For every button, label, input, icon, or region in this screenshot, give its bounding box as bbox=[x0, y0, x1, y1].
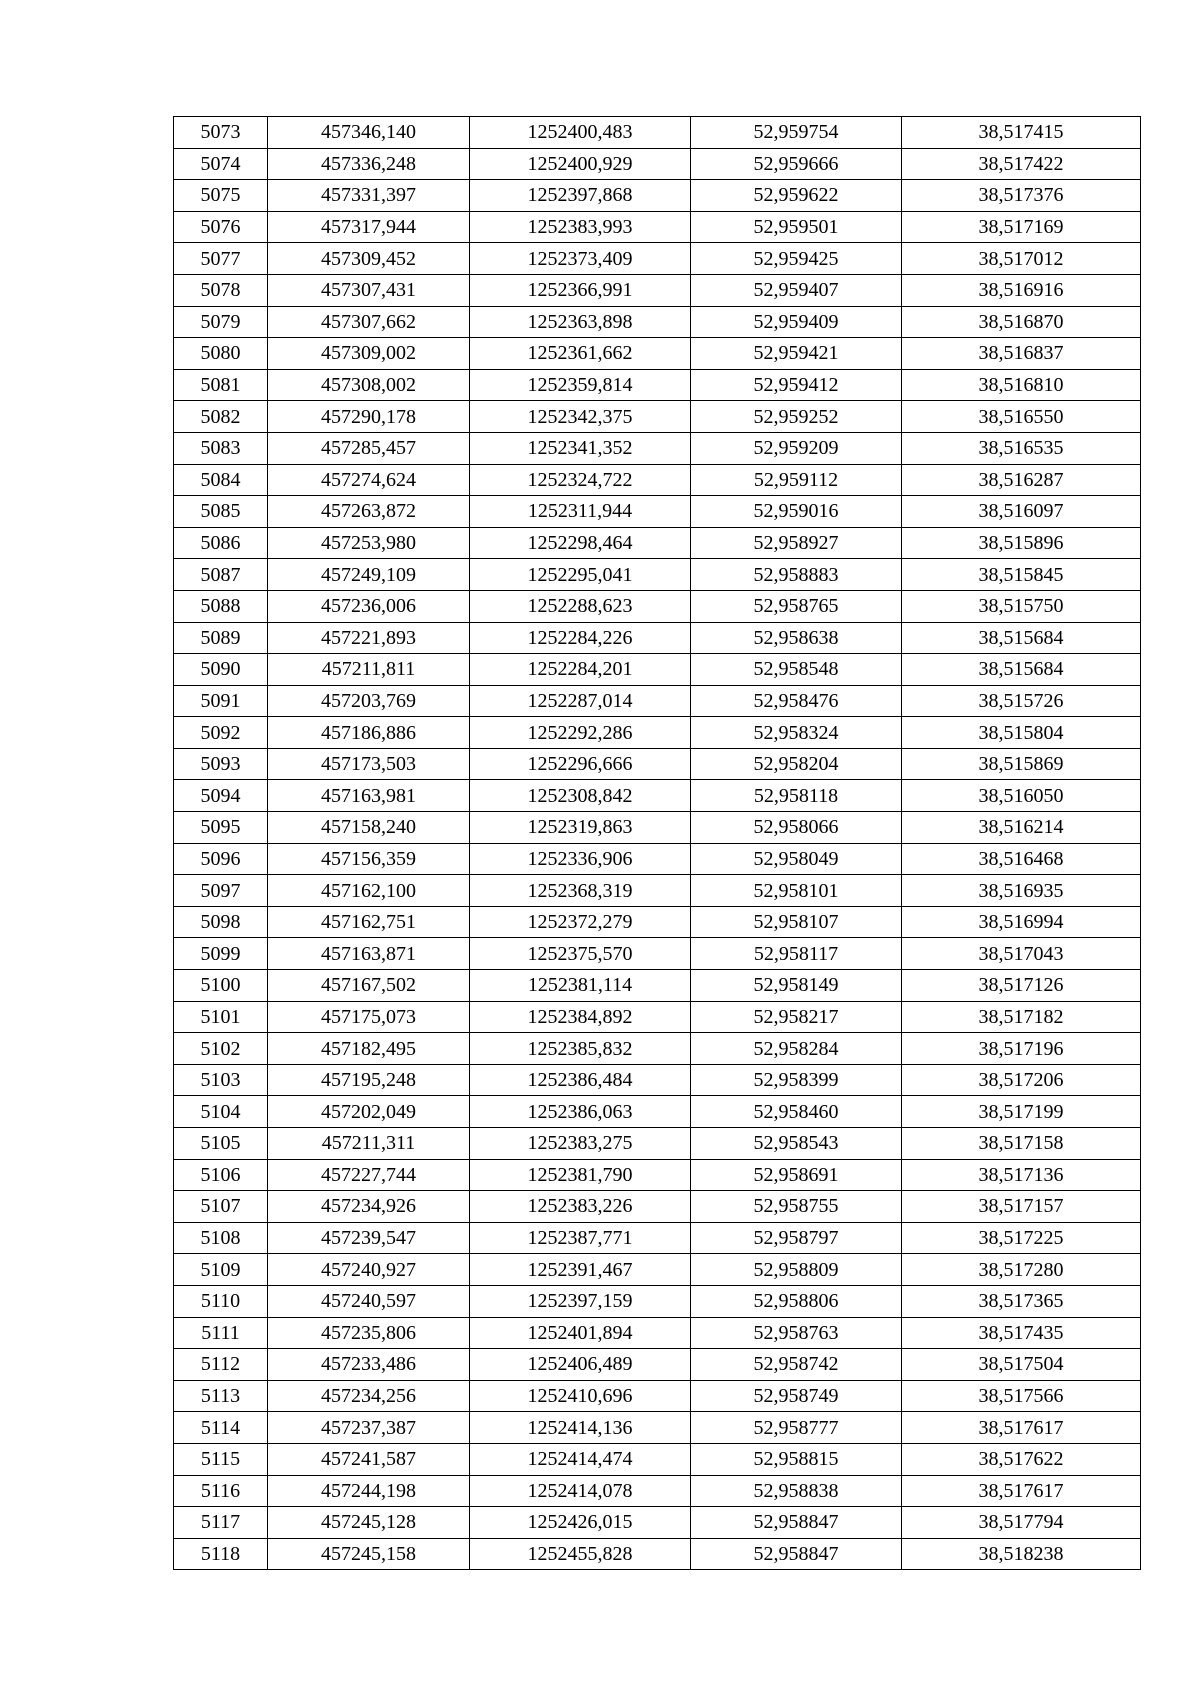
latitude-cell: 52,959209 bbox=[691, 432, 902, 464]
longitude-cell: 38,517617 bbox=[902, 1412, 1141, 1444]
latitude-cell: 52,959407 bbox=[691, 274, 902, 306]
table-row bbox=[174, 1507, 1141, 1539]
x-coordinate-cell: 457186,886 bbox=[268, 717, 470, 749]
latitude-cell: 52,958755 bbox=[691, 1191, 902, 1223]
coordinates-table-body bbox=[174, 117, 1141, 1570]
latitude-cell: 52,958749 bbox=[691, 1380, 902, 1412]
y-coordinate-cell: 1252384,892 bbox=[470, 1001, 691, 1033]
table-row bbox=[174, 180, 1141, 212]
longitude-cell: 38,516810 bbox=[902, 369, 1141, 401]
x-coordinate-cell: 457162,751 bbox=[268, 906, 470, 938]
longitude-cell: 38,517435 bbox=[902, 1317, 1141, 1349]
y-coordinate-cell: 1252383,275 bbox=[470, 1128, 691, 1160]
y-coordinate-cell: 1252372,279 bbox=[470, 906, 691, 938]
point-id-cell: 5117 bbox=[174, 1507, 268, 1539]
point-id-cell: 5105 bbox=[174, 1128, 268, 1160]
longitude-cell: 38,515684 bbox=[902, 622, 1141, 654]
point-id-cell: 5101 bbox=[174, 1001, 268, 1033]
point-id-cell: 5114 bbox=[174, 1412, 268, 1444]
y-coordinate-cell: 1252383,993 bbox=[470, 211, 691, 243]
latitude-cell: 52,958847 bbox=[691, 1538, 902, 1570]
x-coordinate-cell: 457331,397 bbox=[268, 180, 470, 212]
latitude-cell: 52,958476 bbox=[691, 685, 902, 717]
longitude-cell: 38,517157 bbox=[902, 1191, 1141, 1223]
x-coordinate-cell: 457285,457 bbox=[268, 432, 470, 464]
point-id-cell: 5090 bbox=[174, 654, 268, 686]
x-coordinate-cell: 457253,980 bbox=[268, 527, 470, 559]
point-id-cell: 5109 bbox=[174, 1254, 268, 1286]
longitude-cell: 38,516837 bbox=[902, 338, 1141, 370]
point-id-cell: 5097 bbox=[174, 875, 268, 907]
x-coordinate-cell: 457236,006 bbox=[268, 590, 470, 622]
table-row bbox=[174, 401, 1141, 433]
x-coordinate-cell: 457221,893 bbox=[268, 622, 470, 654]
y-coordinate-cell: 1252383,226 bbox=[470, 1191, 691, 1223]
y-coordinate-cell: 1252397,159 bbox=[470, 1285, 691, 1317]
latitude-cell: 52,958399 bbox=[691, 1064, 902, 1096]
longitude-cell: 38,516214 bbox=[902, 812, 1141, 844]
y-coordinate-cell: 1252308,842 bbox=[470, 780, 691, 812]
latitude-cell: 52,959501 bbox=[691, 211, 902, 243]
y-coordinate-cell: 1252311,944 bbox=[470, 496, 691, 528]
point-id-cell: 5113 bbox=[174, 1380, 268, 1412]
latitude-cell: 52,958765 bbox=[691, 590, 902, 622]
latitude-cell: 52,958777 bbox=[691, 1412, 902, 1444]
y-coordinate-cell: 1252341,352 bbox=[470, 432, 691, 464]
point-id-cell: 5092 bbox=[174, 717, 268, 749]
point-id-cell: 5100 bbox=[174, 970, 268, 1002]
x-coordinate-cell: 457336,248 bbox=[268, 148, 470, 180]
longitude-cell: 38,517622 bbox=[902, 1443, 1141, 1475]
x-coordinate-cell: 457308,002 bbox=[268, 369, 470, 401]
table-row bbox=[174, 938, 1141, 970]
longitude-cell: 38,516870 bbox=[902, 306, 1141, 338]
table-row bbox=[174, 1222, 1141, 1254]
longitude-cell: 38,516097 bbox=[902, 496, 1141, 528]
point-id-cell: 5102 bbox=[174, 1033, 268, 1065]
y-coordinate-cell: 1252359,814 bbox=[470, 369, 691, 401]
longitude-cell: 38,517206 bbox=[902, 1064, 1141, 1096]
point-id-cell: 5086 bbox=[174, 527, 268, 559]
table-row bbox=[174, 843, 1141, 875]
y-coordinate-cell: 1252368,319 bbox=[470, 875, 691, 907]
point-id-cell: 5088 bbox=[174, 590, 268, 622]
longitude-cell: 38,516916 bbox=[902, 274, 1141, 306]
y-coordinate-cell: 1252363,898 bbox=[470, 306, 691, 338]
y-coordinate-cell: 1252295,041 bbox=[470, 559, 691, 591]
longitude-cell: 38,517376 bbox=[902, 180, 1141, 212]
latitude-cell: 52,958797 bbox=[691, 1222, 902, 1254]
point-id-cell: 5082 bbox=[174, 401, 268, 433]
latitude-cell: 52,959112 bbox=[691, 464, 902, 496]
x-coordinate-cell: 457173,503 bbox=[268, 748, 470, 780]
y-coordinate-cell: 1252414,474 bbox=[470, 1443, 691, 1475]
table-row bbox=[174, 1380, 1141, 1412]
x-coordinate-cell: 457240,597 bbox=[268, 1285, 470, 1317]
longitude-cell: 38,517136 bbox=[902, 1159, 1141, 1191]
x-coordinate-cell: 457158,240 bbox=[268, 812, 470, 844]
longitude-cell: 38,517182 bbox=[902, 1001, 1141, 1033]
y-coordinate-cell: 1252288,623 bbox=[470, 590, 691, 622]
x-coordinate-cell: 457309,002 bbox=[268, 338, 470, 370]
longitude-cell: 38,518238 bbox=[902, 1538, 1141, 1570]
longitude-cell: 38,517280 bbox=[902, 1254, 1141, 1286]
longitude-cell: 38,516994 bbox=[902, 906, 1141, 938]
point-id-cell: 5094 bbox=[174, 780, 268, 812]
point-id-cell: 5080 bbox=[174, 338, 268, 370]
table-row bbox=[174, 906, 1141, 938]
latitude-cell: 52,958217 bbox=[691, 1001, 902, 1033]
x-coordinate-cell: 457317,944 bbox=[268, 211, 470, 243]
point-id-cell: 5111 bbox=[174, 1317, 268, 1349]
longitude-cell: 38,515804 bbox=[902, 717, 1141, 749]
y-coordinate-cell: 1252342,375 bbox=[470, 401, 691, 433]
longitude-cell: 38,517199 bbox=[902, 1096, 1141, 1128]
y-coordinate-cell: 1252391,467 bbox=[470, 1254, 691, 1286]
longitude-cell: 38,515750 bbox=[902, 590, 1141, 622]
x-coordinate-cell: 457245,128 bbox=[268, 1507, 470, 1539]
y-coordinate-cell: 1252414,078 bbox=[470, 1475, 691, 1507]
latitude-cell: 52,959754 bbox=[691, 117, 902, 149]
point-id-cell: 5084 bbox=[174, 464, 268, 496]
table-row bbox=[174, 274, 1141, 306]
longitude-cell: 38,517617 bbox=[902, 1475, 1141, 1507]
longitude-cell: 38,515845 bbox=[902, 559, 1141, 591]
y-coordinate-cell: 1252410,696 bbox=[470, 1380, 691, 1412]
table-row bbox=[174, 654, 1141, 686]
longitude-cell: 38,517169 bbox=[902, 211, 1141, 243]
point-id-cell: 5110 bbox=[174, 1285, 268, 1317]
latitude-cell: 52,958117 bbox=[691, 938, 902, 970]
point-id-cell: 5112 bbox=[174, 1349, 268, 1381]
longitude-cell: 38,517566 bbox=[902, 1380, 1141, 1412]
y-coordinate-cell: 1252385,832 bbox=[470, 1033, 691, 1065]
longitude-cell: 38,516050 bbox=[902, 780, 1141, 812]
y-coordinate-cell: 1252386,063 bbox=[470, 1096, 691, 1128]
longitude-cell: 38,517196 bbox=[902, 1033, 1141, 1065]
latitude-cell: 52,958284 bbox=[691, 1033, 902, 1065]
longitude-cell: 38,517158 bbox=[902, 1128, 1141, 1160]
latitude-cell: 52,959252 bbox=[691, 401, 902, 433]
longitude-cell: 38,517415 bbox=[902, 117, 1141, 149]
longitude-cell: 38,517225 bbox=[902, 1222, 1141, 1254]
table-row bbox=[174, 1096, 1141, 1128]
table-row bbox=[174, 970, 1141, 1002]
point-id-cell: 5118 bbox=[174, 1538, 268, 1570]
y-coordinate-cell: 1252284,201 bbox=[470, 654, 691, 686]
table-row bbox=[174, 338, 1141, 370]
latitude-cell: 52,958204 bbox=[691, 748, 902, 780]
point-id-cell: 5079 bbox=[174, 306, 268, 338]
point-id-cell: 5085 bbox=[174, 496, 268, 528]
longitude-cell: 38,516287 bbox=[902, 464, 1141, 496]
longitude-cell: 38,515684 bbox=[902, 654, 1141, 686]
longitude-cell: 38,516550 bbox=[902, 401, 1141, 433]
table-row bbox=[174, 1475, 1141, 1507]
latitude-cell: 52,959412 bbox=[691, 369, 902, 401]
y-coordinate-cell: 1252400,929 bbox=[470, 148, 691, 180]
latitude-cell: 52,959016 bbox=[691, 496, 902, 528]
latitude-cell: 52,958460 bbox=[691, 1096, 902, 1128]
longitude-cell: 38,517794 bbox=[902, 1507, 1141, 1539]
y-coordinate-cell: 1252426,015 bbox=[470, 1507, 691, 1539]
table-row bbox=[174, 117, 1141, 149]
longitude-cell: 38,517365 bbox=[902, 1285, 1141, 1317]
longitude-cell: 38,517422 bbox=[902, 148, 1141, 180]
y-coordinate-cell: 1252324,722 bbox=[470, 464, 691, 496]
table-row bbox=[174, 685, 1141, 717]
longitude-cell: 38,517504 bbox=[902, 1349, 1141, 1381]
table-row bbox=[174, 1128, 1141, 1160]
latitude-cell: 52,959409 bbox=[691, 306, 902, 338]
latitude-cell: 52,958883 bbox=[691, 559, 902, 591]
table-row bbox=[174, 211, 1141, 243]
latitude-cell: 52,958118 bbox=[691, 780, 902, 812]
table-row bbox=[174, 369, 1141, 401]
table-row bbox=[174, 1317, 1141, 1349]
point-id-cell: 5093 bbox=[174, 748, 268, 780]
x-coordinate-cell: 457195,248 bbox=[268, 1064, 470, 1096]
latitude-cell: 52,958838 bbox=[691, 1475, 902, 1507]
x-coordinate-cell: 457162,100 bbox=[268, 875, 470, 907]
table-row bbox=[174, 243, 1141, 275]
table-row bbox=[174, 590, 1141, 622]
x-coordinate-cell: 457235,806 bbox=[268, 1317, 470, 1349]
y-coordinate-cell: 1252414,136 bbox=[470, 1412, 691, 1444]
y-coordinate-cell: 1252296,666 bbox=[470, 748, 691, 780]
x-coordinate-cell: 457237,387 bbox=[268, 1412, 470, 1444]
x-coordinate-cell: 457249,109 bbox=[268, 559, 470, 591]
latitude-cell: 52,958149 bbox=[691, 970, 902, 1002]
point-id-cell: 5104 bbox=[174, 1096, 268, 1128]
table-row bbox=[174, 559, 1141, 591]
latitude-cell: 52,958742 bbox=[691, 1349, 902, 1381]
x-coordinate-cell: 457307,431 bbox=[268, 274, 470, 306]
x-coordinate-cell: 457307,662 bbox=[268, 306, 470, 338]
y-coordinate-cell: 1252298,464 bbox=[470, 527, 691, 559]
point-id-cell: 5106 bbox=[174, 1159, 268, 1191]
latitude-cell: 52,959425 bbox=[691, 243, 902, 275]
longitude-cell: 38,515726 bbox=[902, 685, 1141, 717]
point-id-cell: 5116 bbox=[174, 1475, 268, 1507]
longitude-cell: 38,516535 bbox=[902, 432, 1141, 464]
table-row bbox=[174, 717, 1141, 749]
x-coordinate-cell: 457156,359 bbox=[268, 843, 470, 875]
x-coordinate-cell: 457167,502 bbox=[268, 970, 470, 1002]
latitude-cell: 52,958847 bbox=[691, 1507, 902, 1539]
point-id-cell: 5081 bbox=[174, 369, 268, 401]
point-id-cell: 5078 bbox=[174, 274, 268, 306]
longitude-cell: 38,517012 bbox=[902, 243, 1141, 275]
y-coordinate-cell: 1252400,483 bbox=[470, 117, 691, 149]
latitude-cell: 52,958049 bbox=[691, 843, 902, 875]
point-id-cell: 5083 bbox=[174, 432, 268, 464]
latitude-cell: 52,958107 bbox=[691, 906, 902, 938]
table-row bbox=[174, 464, 1141, 496]
table-row bbox=[174, 1412, 1141, 1444]
x-coordinate-cell: 457290,178 bbox=[268, 401, 470, 433]
point-id-cell: 5075 bbox=[174, 180, 268, 212]
point-id-cell: 5087 bbox=[174, 559, 268, 591]
x-coordinate-cell: 457239,547 bbox=[268, 1222, 470, 1254]
latitude-cell: 52,958763 bbox=[691, 1317, 902, 1349]
y-coordinate-cell: 1252292,286 bbox=[470, 717, 691, 749]
y-coordinate-cell: 1252401,894 bbox=[470, 1317, 691, 1349]
x-coordinate-cell: 457233,486 bbox=[268, 1349, 470, 1381]
x-coordinate-cell: 457202,049 bbox=[268, 1096, 470, 1128]
longitude-cell: 38,515896 bbox=[902, 527, 1141, 559]
table-row bbox=[174, 1443, 1141, 1475]
table-row bbox=[174, 1285, 1141, 1317]
point-id-cell: 5089 bbox=[174, 622, 268, 654]
table-row bbox=[174, 1538, 1141, 1570]
point-id-cell: 5108 bbox=[174, 1222, 268, 1254]
latitude-cell: 52,958324 bbox=[691, 717, 902, 749]
longitude-cell: 38,516468 bbox=[902, 843, 1141, 875]
point-id-cell: 5076 bbox=[174, 211, 268, 243]
x-coordinate-cell: 457211,811 bbox=[268, 654, 470, 686]
point-id-cell: 5073 bbox=[174, 117, 268, 149]
y-coordinate-cell: 1252284,226 bbox=[470, 622, 691, 654]
y-coordinate-cell: 1252319,863 bbox=[470, 812, 691, 844]
point-id-cell: 5107 bbox=[174, 1191, 268, 1223]
x-coordinate-cell: 457175,073 bbox=[268, 1001, 470, 1033]
x-coordinate-cell: 457203,769 bbox=[268, 685, 470, 717]
longitude-cell: 38,515869 bbox=[902, 748, 1141, 780]
x-coordinate-cell: 457244,198 bbox=[268, 1475, 470, 1507]
x-coordinate-cell: 457309,452 bbox=[268, 243, 470, 275]
table-row bbox=[174, 875, 1141, 907]
latitude-cell: 52,958806 bbox=[691, 1285, 902, 1317]
y-coordinate-cell: 1252373,409 bbox=[470, 243, 691, 275]
y-coordinate-cell: 1252386,484 bbox=[470, 1064, 691, 1096]
table-row bbox=[174, 432, 1141, 464]
point-id-cell: 5099 bbox=[174, 938, 268, 970]
latitude-cell: 52,958927 bbox=[691, 527, 902, 559]
table-row bbox=[174, 527, 1141, 559]
table-row bbox=[174, 1159, 1141, 1191]
table-row bbox=[174, 1254, 1141, 1286]
latitude-cell: 52,959666 bbox=[691, 148, 902, 180]
point-id-cell: 5074 bbox=[174, 148, 268, 180]
table-row bbox=[174, 1191, 1141, 1223]
table-row bbox=[174, 812, 1141, 844]
y-coordinate-cell: 1252361,662 bbox=[470, 338, 691, 370]
x-coordinate-cell: 457240,927 bbox=[268, 1254, 470, 1286]
latitude-cell: 52,958809 bbox=[691, 1254, 902, 1286]
x-coordinate-cell: 457163,871 bbox=[268, 938, 470, 970]
point-id-cell: 5077 bbox=[174, 243, 268, 275]
y-coordinate-cell: 1252336,906 bbox=[470, 843, 691, 875]
y-coordinate-cell: 1252406,489 bbox=[470, 1349, 691, 1381]
x-coordinate-cell: 457234,926 bbox=[268, 1191, 470, 1223]
x-coordinate-cell: 457182,495 bbox=[268, 1033, 470, 1065]
latitude-cell: 52,958548 bbox=[691, 654, 902, 686]
y-coordinate-cell: 1252381,114 bbox=[470, 970, 691, 1002]
latitude-cell: 52,958815 bbox=[691, 1443, 902, 1475]
latitude-cell: 52,958691 bbox=[691, 1159, 902, 1191]
x-coordinate-cell: 457346,140 bbox=[268, 117, 470, 149]
x-coordinate-cell: 457263,872 bbox=[268, 496, 470, 528]
x-coordinate-cell: 457241,587 bbox=[268, 1443, 470, 1475]
latitude-cell: 52,958638 bbox=[691, 622, 902, 654]
table-row bbox=[174, 496, 1141, 528]
table-row bbox=[174, 1064, 1141, 1096]
y-coordinate-cell: 1252381,790 bbox=[470, 1159, 691, 1191]
table-row bbox=[174, 306, 1141, 338]
longitude-cell: 38,517043 bbox=[902, 938, 1141, 970]
y-coordinate-cell: 1252366,991 bbox=[470, 274, 691, 306]
y-coordinate-cell: 1252397,868 bbox=[470, 180, 691, 212]
x-coordinate-cell: 457234,256 bbox=[268, 1380, 470, 1412]
table-row bbox=[174, 1349, 1141, 1381]
longitude-cell: 38,516935 bbox=[902, 875, 1141, 907]
y-coordinate-cell: 1252375,570 bbox=[470, 938, 691, 970]
coordinates-table bbox=[173, 116, 1141, 1570]
point-id-cell: 5098 bbox=[174, 906, 268, 938]
latitude-cell: 52,958543 bbox=[691, 1128, 902, 1160]
table-row bbox=[174, 748, 1141, 780]
latitude-cell: 52,959421 bbox=[691, 338, 902, 370]
point-id-cell: 5096 bbox=[174, 843, 268, 875]
table-row bbox=[174, 622, 1141, 654]
point-id-cell: 5115 bbox=[174, 1443, 268, 1475]
x-coordinate-cell: 457245,158 bbox=[268, 1538, 470, 1570]
table-row bbox=[174, 780, 1141, 812]
x-coordinate-cell: 457163,981 bbox=[268, 780, 470, 812]
point-id-cell: 5095 bbox=[174, 812, 268, 844]
point-id-cell: 5103 bbox=[174, 1064, 268, 1096]
table-row bbox=[174, 1001, 1141, 1033]
longitude-cell: 38,517126 bbox=[902, 970, 1141, 1002]
y-coordinate-cell: 1252287,014 bbox=[470, 685, 691, 717]
x-coordinate-cell: 457211,311 bbox=[268, 1128, 470, 1160]
latitude-cell: 52,958066 bbox=[691, 812, 902, 844]
table-row bbox=[174, 148, 1141, 180]
latitude-cell: 52,959622 bbox=[691, 180, 902, 212]
latitude-cell: 52,958101 bbox=[691, 875, 902, 907]
table-row bbox=[174, 1033, 1141, 1065]
x-coordinate-cell: 457274,624 bbox=[268, 464, 470, 496]
y-coordinate-cell: 1252387,771 bbox=[470, 1222, 691, 1254]
x-coordinate-cell: 457227,744 bbox=[268, 1159, 470, 1191]
y-coordinate-cell: 1252455,828 bbox=[470, 1538, 691, 1570]
point-id-cell: 5091 bbox=[174, 685, 268, 717]
